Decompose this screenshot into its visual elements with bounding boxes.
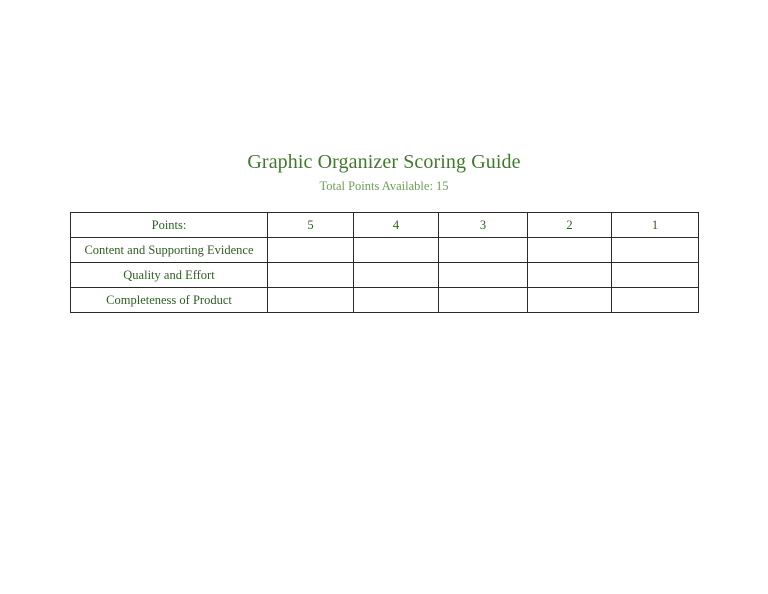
score-cell xyxy=(528,238,612,263)
table-row xyxy=(71,238,699,263)
criterion-label: Quality and Effort xyxy=(71,263,268,288)
score-cell xyxy=(354,288,439,313)
table-row xyxy=(71,263,699,288)
points-column-header: 5 xyxy=(268,213,354,238)
page-subtitle: Total Points Available: 15 xyxy=(319,179,449,193)
score-cell xyxy=(612,238,699,263)
score-cell xyxy=(268,263,354,288)
table-row xyxy=(71,288,699,313)
table-header-row xyxy=(71,213,699,238)
page-title: Graphic Organizer Scoring Guide xyxy=(247,151,521,173)
criterion-label: Content and Supporting Evidence xyxy=(71,238,268,263)
header-label-cell: Points: xyxy=(71,213,268,238)
points-column-header: 4 xyxy=(354,213,439,238)
scoring-table xyxy=(70,212,699,313)
points-column-header: 1 xyxy=(612,213,699,238)
score-cell xyxy=(439,288,528,313)
score-cell xyxy=(528,263,612,288)
score-cell xyxy=(528,288,612,313)
score-cell xyxy=(439,238,528,263)
score-cell xyxy=(612,288,699,313)
score-cell xyxy=(612,263,699,288)
score-cell xyxy=(354,263,439,288)
points-column-header: 3 xyxy=(439,213,528,238)
criterion-label: Completeness of Product xyxy=(71,288,268,313)
score-cell xyxy=(354,238,439,263)
score-cell xyxy=(439,263,528,288)
score-cell xyxy=(268,288,354,313)
points-column-header: 2 xyxy=(528,213,612,238)
score-cell xyxy=(268,238,354,263)
